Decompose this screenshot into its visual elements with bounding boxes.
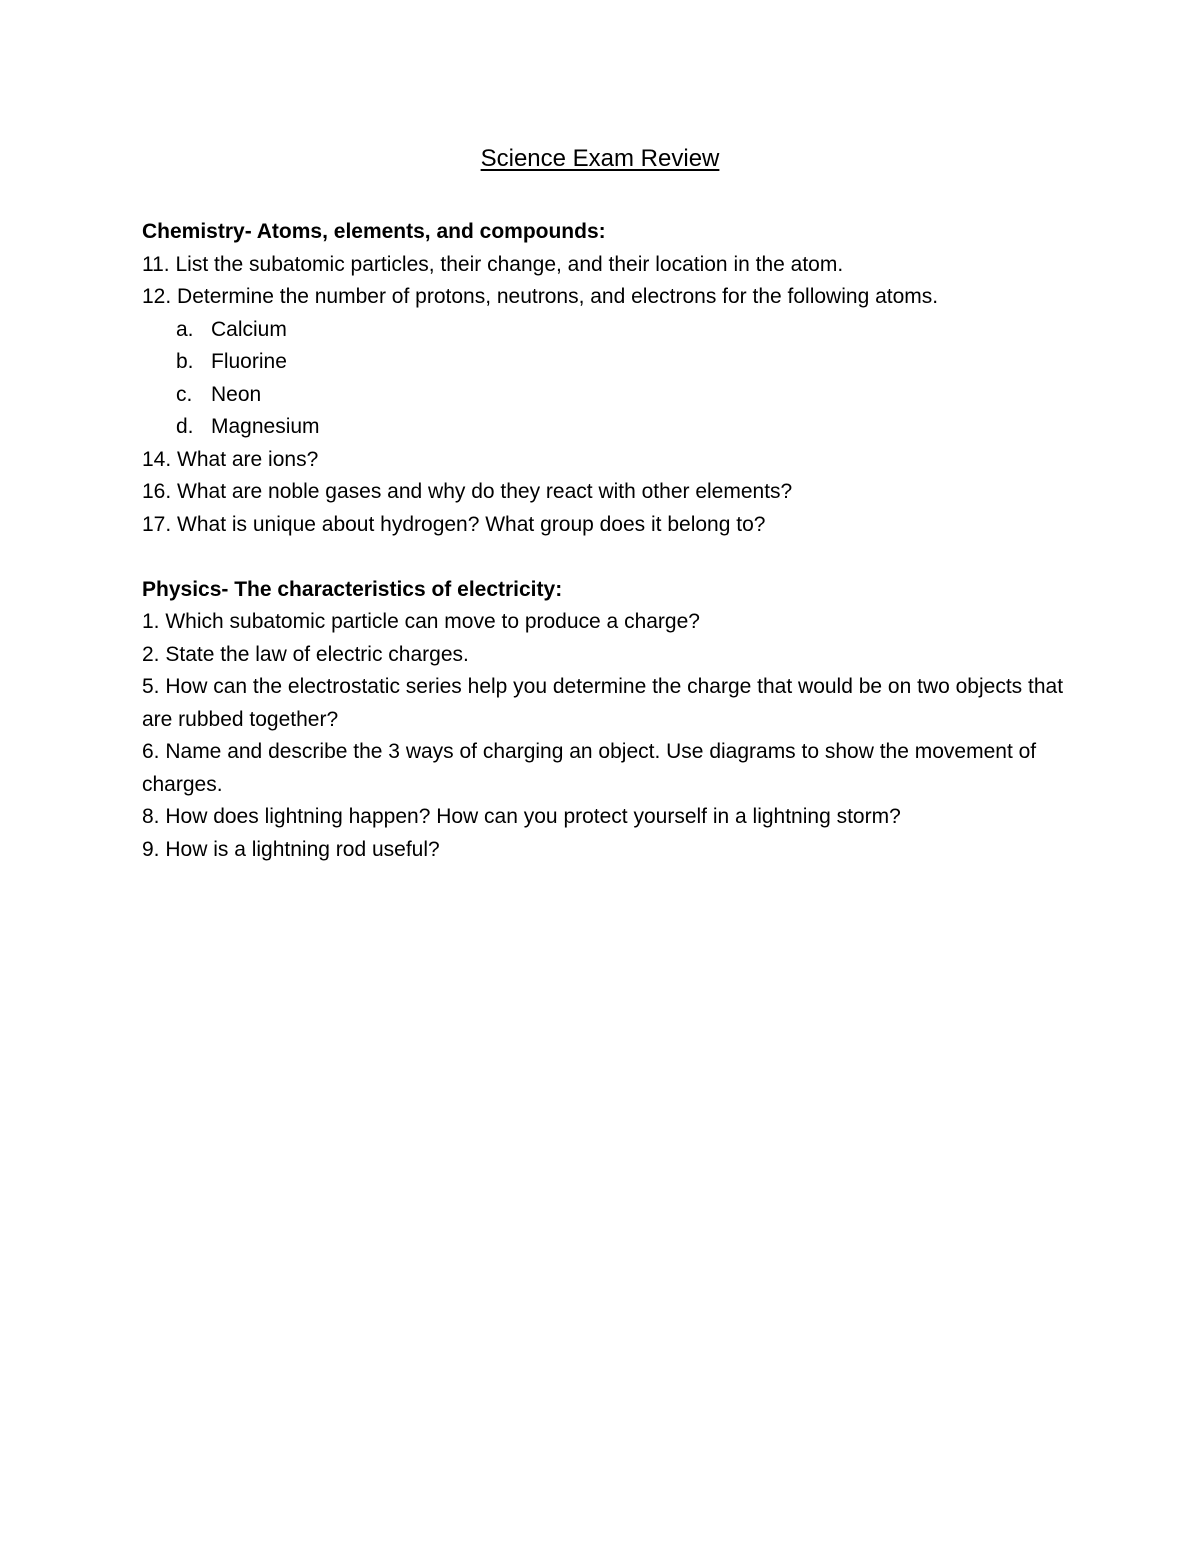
- question-9: 9. How is a lightning rod useful?: [142, 837, 440, 861]
- atom-name: Fluorine: [211, 350, 287, 373]
- atom-name: Neon: [211, 382, 262, 406]
- atom-name: Magnesium: [211, 415, 320, 438]
- question-16: 16. What are noble gases and why do they react with other elements?: [142, 480, 793, 503]
- atom-letter: d.: [176, 415, 194, 438]
- section-spacer: [142, 541, 1082, 574]
- page-title: Science Exam Review: [480, 145, 720, 172]
- question-5: 5. How can the electrostatic series help you determine the charge that would be on two objects that are rubbed together?: [142, 675, 1064, 731]
- atom-letter: b.: [176, 350, 194, 373]
- atom-item-calcium: [142, 314, 1082, 347]
- question-14: 14. What are ions?: [142, 447, 319, 471]
- chemistry-heading: Chemistry- Atoms, elements, and compounds:: [142, 220, 606, 243]
- question-17: 17. What is unique about hydrogen? What group does it belong to?: [142, 512, 766, 536]
- question-12: 12. Determine the number of protons, neutrons, and electrons for the following atoms.: [142, 285, 939, 308]
- question-6: 6. Name and describe the 3 ways of charging an object. Use diagrams to show the movement of charges.: [142, 740, 1037, 796]
- atom-item-magnesium: [142, 411, 1082, 444]
- atom-letter: c.: [176, 382, 193, 406]
- question-2: 2. State the law of electric charges.: [142, 642, 469, 666]
- atom-letter: a.: [176, 317, 194, 341]
- atom-item-fluorine: [142, 346, 1082, 379]
- document-body: [142, 216, 1082, 866]
- physics-heading: Physics- The characteristics of electricity:: [142, 577, 563, 601]
- atom-item-neon: [142, 379, 1082, 412]
- question-8: 8. How does lightning happen? How can you protect yourself in a lightning storm?: [142, 805, 901, 828]
- question-11: 11. List the subatomic particles, their change, and their location in the atom.: [142, 252, 844, 276]
- question-1: 1. Which subatomic particle can move to produce a charge?: [142, 610, 700, 633]
- atom-name: Calcium: [211, 317, 287, 341]
